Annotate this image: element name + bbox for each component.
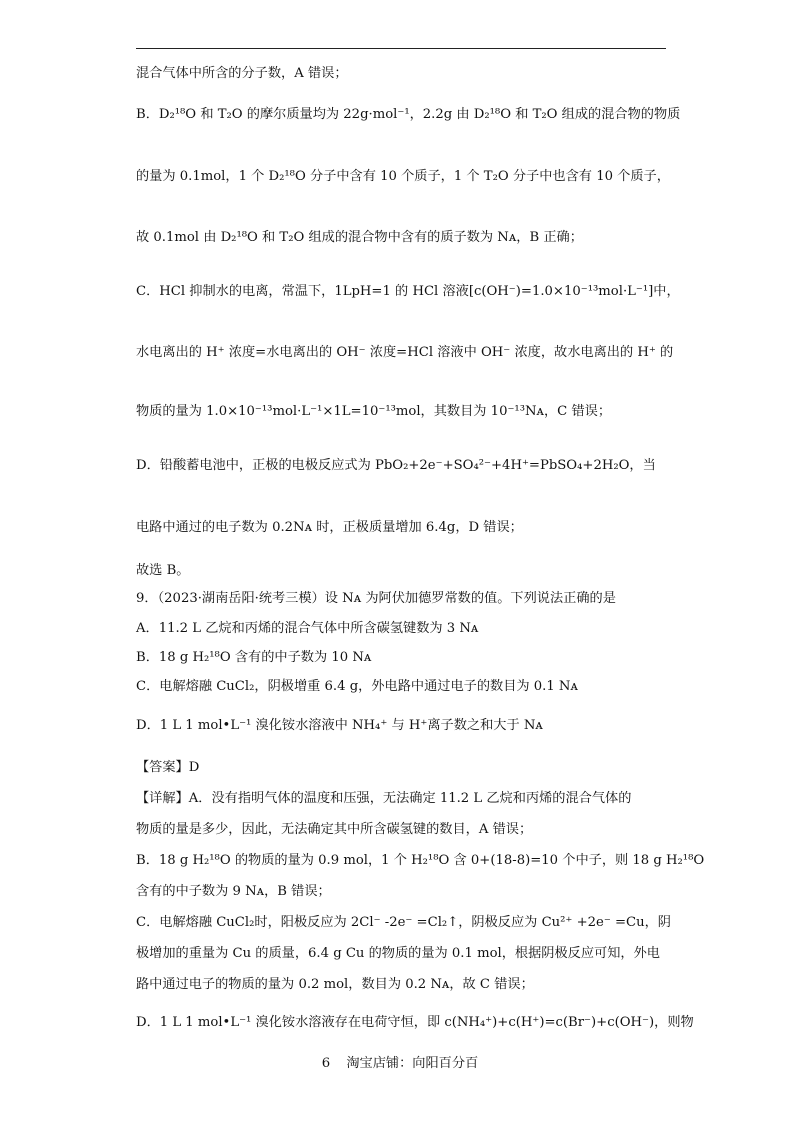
- page-footer: [0, 1052, 800, 1071]
- explanation-line: 含有的中子数为 9 Nᴀ，B 错误；: [136, 884, 331, 899]
- explanation-line: D．1 L 1 mol•L⁻¹ 溴化铵水溶液存在电荷守恒，即 c(NH₄⁺)+c(H⁺)=c(Br⁻)+c(OH⁻)，则物: [136, 1015, 694, 1030]
- explanation-line: 极增加的重量为 Cu 的质量，6.4 g Cu 的物质的量为 0.1 mol，根据阴极反应可知，外电: [136, 946, 660, 961]
- text-line: 故 0.1mol 由 D₂¹⁸O 和 T₂O 组成的混合物中含有的质子数为 Nᴀ，B 正确；: [136, 230, 583, 245]
- text-line: C．HCl 抑制水的电离，常温下，1LpH=1 的 HCl 溶液[c(OH⁻)=1.0×10⁻¹³mol·L⁻¹]中，: [136, 284, 680, 299]
- text-line: 电路中通过的电子数为 0.2Nᴀ 时，正极质量增加 6.4g，D 错误；: [136, 520, 523, 535]
- text-line: 混合气体中所含的分子数，A 错误；: [136, 66, 348, 81]
- text-line: D．铅酸蓄电池中，正极的电极反应式为 PbO₂+2e⁻+SO₄²⁻+4H⁺=PbSO₄+2H₂O，当: [136, 458, 656, 473]
- option-b: B．18 g H₂¹⁸O 含有的中子数为 10 Nᴀ: [136, 650, 372, 665]
- option-d: D．1 L 1 mol•L⁻¹ 溴化铵水溶液中 NH₄⁺ 与 H⁺离子数之和大于 Nᴀ: [136, 718, 543, 733]
- text-line: 物质的量为 1.0×10⁻¹³mol·L⁻¹×1L=10⁻¹³mol，其数目为 10⁻¹³Nᴀ，C 错误；: [136, 404, 612, 419]
- question-9-stem: 9．（2023·湖南岳阳·统考三模）设 Nᴀ 为阿伏加德罗常数的值。下列说法正确的是: [136, 591, 616, 606]
- page-number: 6: [321, 1056, 331, 1071]
- text-line: 的量为 0.1mol，1 个 D₂¹⁸O 分子中含有 10 个质子，1 个 T₂O 分子中也含有 10 个质子，: [136, 169, 670, 184]
- explanation-line: 【详解】A．没有指明气体的温度和压强，无法确定 11.2 L 乙烷和丙烯的混合气体的: [136, 791, 632, 806]
- explanation-line: 路中通过电子的物质的量为 0.2 mol，数目为 0.2 Nᴀ，故 C 错误；: [136, 977, 534, 992]
- shop-name: 淘宝店铺：向阳百分百: [346, 1056, 479, 1071]
- header-rule: [136, 48, 666, 49]
- explanation-line: C．电解熔融 CuCl₂时，阳极反应为 2Cl⁻ -2e⁻ =Cl₂↑，阴极反应为 Cu²⁺ +2e⁻ =Cu，阴: [136, 915, 671, 930]
- option-c: C．电解熔融 CuCl₂，阴极增重 6.4 g，外电路中通过电子的数目为 0.1 Nᴀ: [136, 679, 578, 694]
- option-a: A．11.2 L 乙烷和丙烯的混合气体中所含碳氢键数为 3 Nᴀ: [136, 621, 479, 636]
- explanation-line: 物质的量是多少，因此，无法确定其中所含碳氢键的数目，A 错误；: [136, 822, 533, 837]
- explanation-line: B．18 g H₂¹⁸O 的物质的量为 0.9 mol，1 个 H₂¹⁸O 含 0+(18-8)=10 个中子，则 18 g H₂¹⁸O: [136, 853, 705, 868]
- text-line: B．D₂¹⁸O 和 T₂O 的摩尔质量均为 22g·mol⁻¹，2.2g 由 D₂¹⁸O 和 T₂O 组成的混合物的物质: [136, 107, 681, 122]
- answer-label: 【答案】D: [136, 760, 200, 775]
- text-line: 故选 B。: [136, 563, 190, 578]
- text-line: 水电离出的 H⁺ 浓度=水电离出的 OH⁻ 浓度=HCl 溶液中 OH⁻ 浓度，故水电离出的 H⁺ 的: [136, 345, 674, 360]
